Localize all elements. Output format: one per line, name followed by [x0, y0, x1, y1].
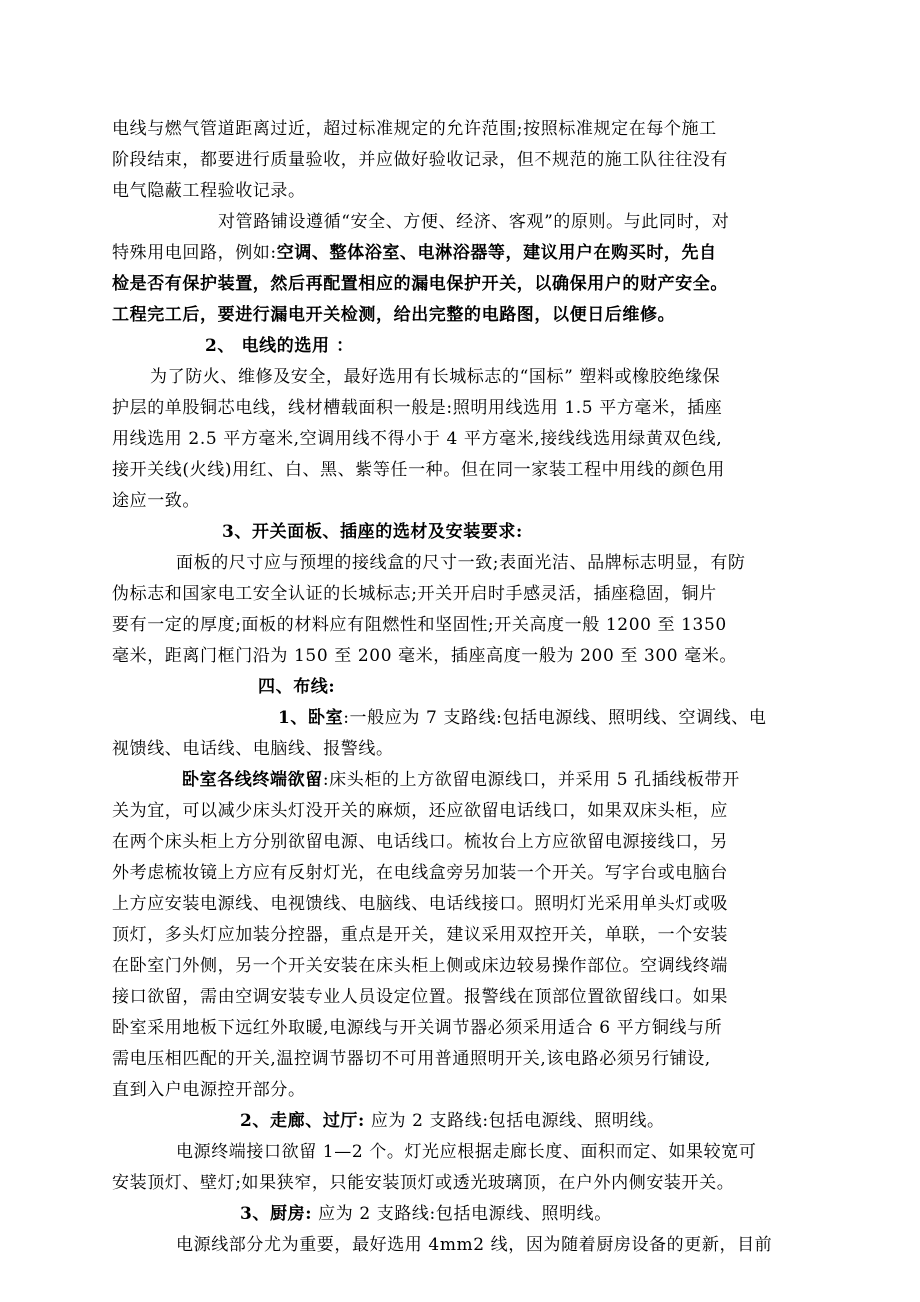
text-line: 接口欲留，需由空调安装专业人员设定位置。报警线在顶部位置欲留线口。如果 [112, 987, 728, 1007]
text-line: 关为宜，可以减少床头灯没开关的麻烦，还应欲留电话线口，如果双床头柜，应 [112, 801, 728, 821]
text-span: :一般应为 7 支路线:包括电源线、照明线、空调线、电 [343, 708, 767, 728]
text-line: 要有一定的厚度;面板的材料应有阻燃性和坚固性;开关高度一般 1200 至 1350 [112, 615, 727, 635]
text-line: 电源终端接口欲留 1—2 个。灯光应根据走廊长度、面积而定、如果较宽可 [176, 1142, 757, 1162]
text-line: 上方应安装电源线、电视馈线、电脑线、电话线接口。照明灯光采用单头灯或吸 [112, 894, 728, 914]
text-line: 接开关线(火线)用红、白、黑、紫等任一种。但在同一家装工程中用线的颜色用 [112, 460, 725, 480]
bold-text-line: 工程完工后，要进行漏电开关检测，给出完整的电路图，以便日后维修。 [112, 305, 676, 325]
section-heading: 3、开关面板、插座的选材及安装要求: [222, 522, 523, 542]
text-line [182, 769, 740, 791]
section-heading: 2、 电线的选用 ： [205, 336, 354, 356]
text-line: 途应一致。 [112, 491, 200, 511]
text-line: 在卧室门外侧，另一个开关安装在床头柜上侧或床边较易操作部位。空调线终端 [112, 956, 728, 976]
text-line: 为了防火、维修及安全，最好选用有长城标志的“国标” 塑料或橡胶绝缘保 [150, 367, 721, 387]
text-line: 视馈线、电话线、电脑线、报警线。 [112, 739, 394, 759]
text-line: 电线与燃气管道距离过近，超过标准规定的允许范围;按照标准规定在每个施工 [112, 119, 717, 139]
text-span: 应为 2 支路线:包括电源线、照明线。 [312, 1204, 612, 1224]
text-line: 顶灯，多头灯应加装分控器，重点是开关，建议采用双控开关，单联，一个安装 [112, 925, 728, 945]
text-line: 在两个床头柜上方分别欲留电源、电话线口。梳妆台上方应欲留电源接线口，另 [112, 832, 728, 852]
subsection-label: 卧室各线终端欲留 [182, 770, 323, 790]
text-line: 毫米，距离门框门沿为 150 至 200 毫米，插座高度一般为 200 至 300 毫米。 [112, 646, 738, 666]
text-line [112, 242, 717, 264]
text-span: :床头柜的上方欲留电源线口，并采用 5 孔插线板带开 [322, 770, 740, 790]
text-line: 对管路铺设遵循“安全、方便、经济、客观”的原则。与此同时，对 [218, 212, 730, 232]
subsection-label: 2、走廊、过厅: [240, 1111, 365, 1131]
text-line: 用线选用 2.5 平方毫米,空调用线不得小于 4 平方毫米,接线线选用绿黄双色线, [112, 429, 723, 449]
text-line: 护层的单股铜芯电线，线材槽载面积一般是:照明用线选用 1.5 平方毫米，插座 [112, 398, 723, 418]
section-heading: 四、布线: [258, 677, 336, 697]
text-line: 面板的尺寸应与预埋的接线盒的尺寸一致;表面光洁、品牌标志明显，有防 [176, 553, 746, 573]
text-line: 需电压相匹配的开关,温控调节器切不可用普通照明开关,该电路必须另行铺设, [112, 1049, 711, 1069]
text-span: 应为 2 支路线:包括电源线、照明线。 [364, 1111, 665, 1131]
text-line: 电源线部分尤为重要，最好选用 4mm2 线，因为随着厨房设备的更新，目前 [176, 1235, 773, 1255]
text-line: 外考虑梳妆镜上方应有反射灯光，在电线盒旁另加装一个开关。写字台或电脑台 [112, 863, 728, 883]
text-line: 直到入户电源控开部分。 [112, 1080, 306, 1100]
text-line: 安装顶灯、壁灯;如果狭窄，只能安装顶灯或透光玻璃顶，在户外内侧安装开关。 [112, 1173, 735, 1193]
subsection-label: 1、卧室 [278, 708, 344, 728]
text-line [240, 1203, 612, 1225]
subsection-label: 3、厨房: [240, 1204, 313, 1224]
text-line: 电气隐蔽工程验收记录。 [112, 181, 306, 201]
text-line [278, 707, 767, 729]
text-line: 阶段结束，都要进行质量验收，并应做好验收记录，但不规范的施工队往往没有 [112, 150, 728, 170]
text-line: 伪标志和国家电工安全认证的长城标志;开关开启时手感灵活，插座稳固，铜片 [112, 584, 717, 604]
text-span: 特殊用电回路，例如: [112, 243, 277, 263]
text-line [240, 1110, 665, 1132]
text-line: 卧室采用地板下远红外取暖,电源线与开关调节器必须采用适合 6 平方铜线与所 [112, 1018, 723, 1038]
bold-text-span: 空调、整体浴室、电淋浴器等，建议用户在购买时，先自 [276, 243, 717, 263]
bold-text-line: 检是否有保护装置，然后再配置相应的漏电保护开关，以确保用户的财产安全。 [112, 274, 728, 294]
